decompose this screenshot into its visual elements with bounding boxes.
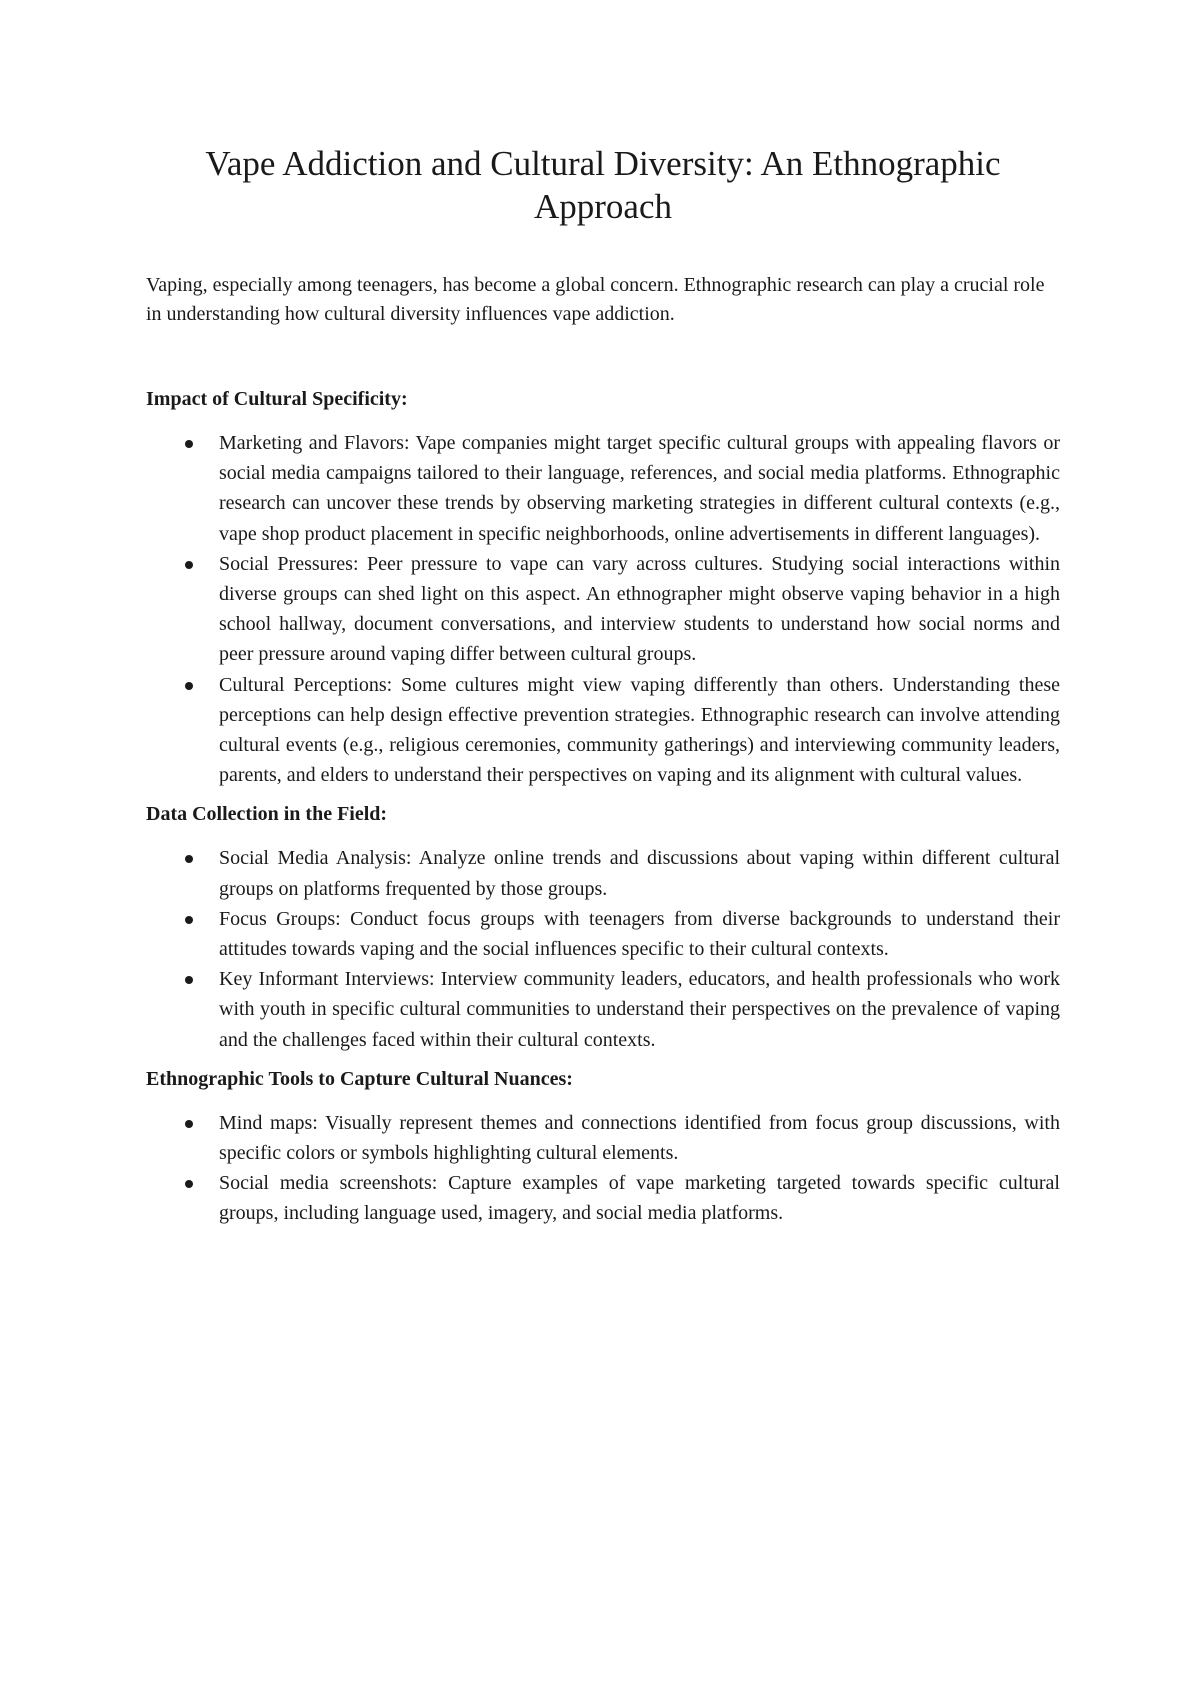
section-data-collection <box>146 800 1060 1054</box>
list-item <box>146 964 1060 1055</box>
list-item-text: Focus Groups: Conduct focus groups with teenagers from diverse backgrounds to understand their attitudes towards vaping and the social influences specific to their cultural contexts. <box>219 907 1060 961</box>
bullet-icon <box>185 916 193 924</box>
list-item <box>146 843 1060 903</box>
list-item <box>146 549 1060 670</box>
list-item <box>146 1168 1060 1228</box>
bullet-icon <box>185 440 193 448</box>
bullet-icon <box>185 976 193 984</box>
bullet-list <box>146 843 1060 1054</box>
bullet-icon <box>185 561 193 569</box>
list-item-text: Social Media Analysis: Analyze online trends and discussions about vaping within different cultural groups on platforms frequented by those groups. <box>219 847 1060 900</box>
bullet-icon <box>185 682 193 690</box>
list-item-text: Cultural Perceptions: Some cultures might view vaping differently than others. Understanding these perceptions can help design effective prevention strategies. Ethnographic research can involve attending cultural events (e.g., religious ceremonies, community gatherings) and interviewing community leaders, parents, and elders to understand their perspectives on vaping and its alignment with cultural values. <box>219 673 1060 787</box>
list-item <box>146 670 1060 791</box>
section-heading: Impact of Cultural Specificity: <box>146 388 408 410</box>
section-heading: Ethnographic Tools to Capture Cultural Nuances: <box>146 1067 573 1090</box>
list-item-text: Mind maps: Visually represent themes and connections identified from focus group discussions, with specific colors or symbols highlighting cultural elements. <box>219 1111 1060 1165</box>
list-item <box>146 1108 1060 1168</box>
section-ethnographic-tools <box>146 1065 1060 1229</box>
section-heading: Data Collection in the Field: <box>146 803 388 826</box>
document-body <box>146 142 1060 1229</box>
bullet-list <box>146 1108 1060 1229</box>
bullet-icon <box>185 855 193 863</box>
list-item-text: Social media screenshots: Capture examples of vape marketing targeted towards specific cultural groups, including language used, imagery, and social media platforms. <box>219 1172 1060 1225</box>
intro-paragraph: Vaping, especially among teenagers, has become a global concern. Ethnographic research can play a crucial role in understanding how cultural diversity influences vape addiction. <box>146 274 1045 325</box>
list-item-text: Marketing and Flavors: Vape companies might target specific cultural groups with appealing flavors or social media campaigns tailored to their language, references, and social media platforms. Ethnographic research can uncover these trends by observing marketing strategies in different cultural contexts (e.g., vape shop product placement in specific neighborhoods, online advertisements in different languages). <box>219 432 1060 545</box>
bullet-icon <box>185 1180 193 1188</box>
bullet-icon <box>185 1120 193 1128</box>
list-item <box>146 904 1060 964</box>
list-item <box>146 428 1060 549</box>
document-title: Vape Addiction and Cultural Diversity: An Ethnographic Approach <box>205 144 1001 226</box>
section-cultural-specificity <box>146 385 1060 790</box>
bullet-list <box>146 428 1060 790</box>
list-item-text: Social Pressures: Peer pressure to vape can vary across cultures. Studying social interactions within diverse groups can shed light on this aspect. An ethnographer might observe vaping behavior in a high school hallway, document conversations, and interview students to understand how social norms and peer pressure around vaping differ between cultural groups. <box>219 552 1060 666</box>
list-item-text: Key Informant Interviews: Interview community leaders, educators, and health professionals who work with youth in specific cultural communities to understand their perspectives on the prevalence of vaping and the challenges faced within their cultural contexts. <box>219 968 1060 1051</box>
